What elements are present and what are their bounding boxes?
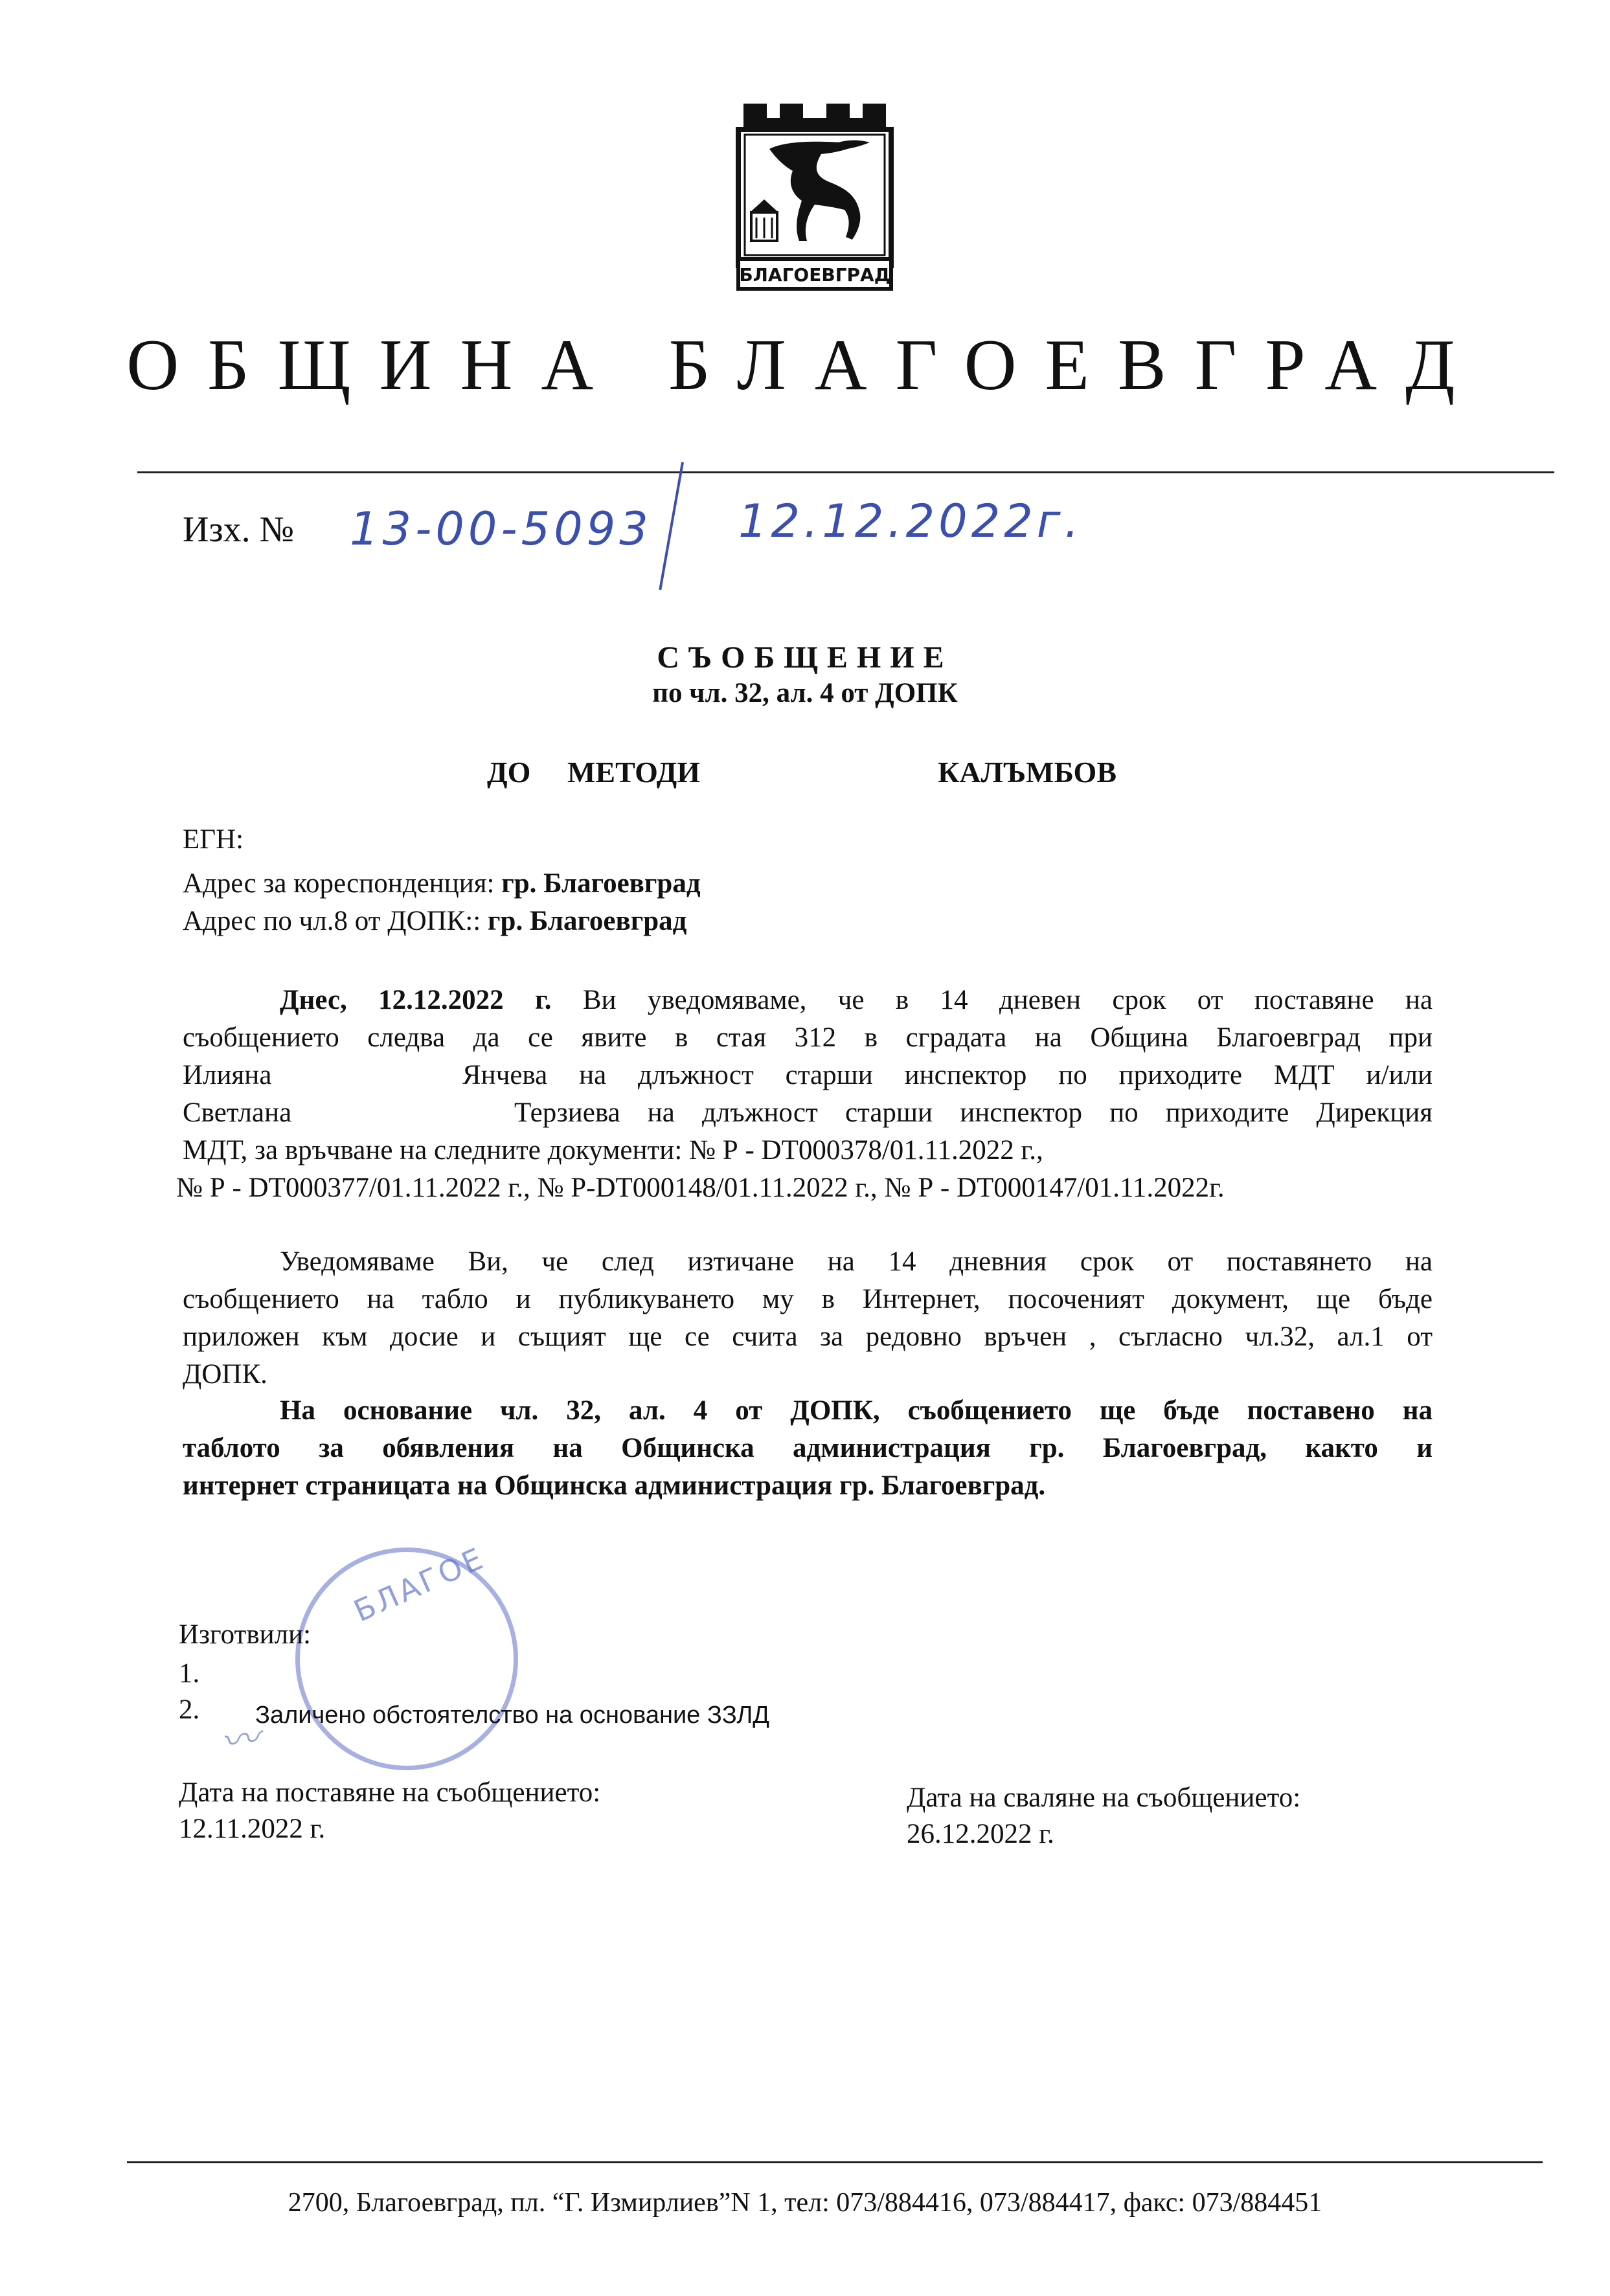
paragraph-line: На основание чл. 32, ал. 4 от ДОПК, съобщението ще бъде поставено на xyxy=(280,1395,1433,1426)
address-art8-value: гр. Благоевград xyxy=(488,906,687,936)
paragraph-line: Терзиева на длъжност старши инспектор по приходите Дирекция xyxy=(514,1097,1433,1128)
reference-date: 12.12.2022г. xyxy=(738,495,1083,548)
paragraph-line: Уведомяваме Ви, че след изтичане на 14 дневния срок от поставянето на xyxy=(280,1246,1433,1277)
paragraph-line: съобщението следва да се явите в стая 312 в сградата на Община Благоевград при xyxy=(183,1022,1433,1053)
posted-date-label: Дата на поставяне на съобщението: xyxy=(179,1777,601,1808)
coat-of-arms-label: БЛАГОЕВГРАД xyxy=(739,264,890,286)
paragraph-date-lead: Днес, 12.12.2022 г. xyxy=(280,985,552,1015)
paragraph-line: Янчева на длъжност старши инспектор по приходите МДТ и/или xyxy=(462,1060,1433,1090)
posted-date-value: 12.11.2022 г. xyxy=(179,1814,326,1844)
inspector-first-name: Илияна xyxy=(183,1060,272,1090)
header-divider xyxy=(137,471,1554,473)
footer-divider xyxy=(127,2161,1543,2163)
recipient-first-name: МЕТОДИ xyxy=(567,756,701,789)
removed-date-value: 26.12.2022 г. xyxy=(907,1819,1054,1849)
signature-mark: 〰 xyxy=(218,1715,263,1766)
redaction-note: Заличено обстоятелство на основание ЗЗЛД xyxy=(255,1702,770,1729)
egn-label: ЕГН: xyxy=(183,824,244,855)
paragraph-line: МДТ, за връчване на следните документи: № Р - DT000378/01.11.2022 г., xyxy=(183,1135,1043,1165)
document-subtitle: по чл. 32, ал. 4 от ДОПК xyxy=(652,678,958,708)
reference-slash xyxy=(659,462,684,591)
recipient-last-name: КАЛЪМБОВ xyxy=(938,756,1117,789)
prepared-label: Изготвили: xyxy=(179,1619,312,1650)
removed-date-label: Дата на сваляне на съобщението: xyxy=(907,1783,1301,1813)
paragraph-notice xyxy=(183,1243,1433,1393)
paragraph-summons xyxy=(176,982,1433,1207)
prepared-item-1: 1. xyxy=(179,1658,200,1689)
footer-address: 2700, Благоевград, пл. “Г. Измирлиев”N 1, тел: 073/884416, 073/884417, факс: 073/884451 xyxy=(288,2188,1322,2218)
inspector-first-name: Светлана xyxy=(183,1097,292,1128)
paragraph-line: приложен към досие и същият ще се счита за редовно връчен , съгласно чл.32, ал.1 от xyxy=(183,1322,1433,1352)
prepared-item-2: 2. xyxy=(179,1694,200,1725)
paragraph-line: ДОПК. xyxy=(183,1359,267,1390)
organization-title: ОБЩИНА БЛАГОЕВГРАД xyxy=(126,325,1484,405)
paragraph-legal-basis xyxy=(183,1392,1433,1505)
address-correspondence-label: Адрес за кореспонденция: xyxy=(183,868,495,899)
document-title: СЪОБЩЕНИЕ xyxy=(657,640,953,675)
coat-of-arms-emblem xyxy=(731,104,899,291)
reference-label: Изх. № xyxy=(183,510,294,550)
stamp-text: БЛАГОЕ xyxy=(348,1540,490,1629)
paragraph-line: интернет страницата на Общинска администрация гр. Благоевград. xyxy=(183,1470,1046,1501)
paragraph-line: № Р - DT000377/01.11.2022 г., № Р-DT000148/01.11.2022 г., № Р - DT000147/01.11.2022г. xyxy=(176,1173,1225,1203)
recipient-prefix: ДО xyxy=(487,756,531,789)
paragraph-line: съобщението на табло и публикуването му в Интернет, посоченият документ, ще бъде xyxy=(183,1284,1433,1314)
paragraph-line: таблото за обявления на Общинска администрация гр. Благоевград, както и xyxy=(183,1433,1433,1463)
address-art8-label: Адрес по чл.8 от ДОПК:: xyxy=(183,906,481,936)
paragraph-line: Ви уведомяваме, че в 14 дневен срок от поставяне на xyxy=(582,985,1433,1015)
address-correspondence-value: гр. Благоевград xyxy=(501,868,701,899)
reference-number: 13-00-5093 xyxy=(350,502,652,556)
